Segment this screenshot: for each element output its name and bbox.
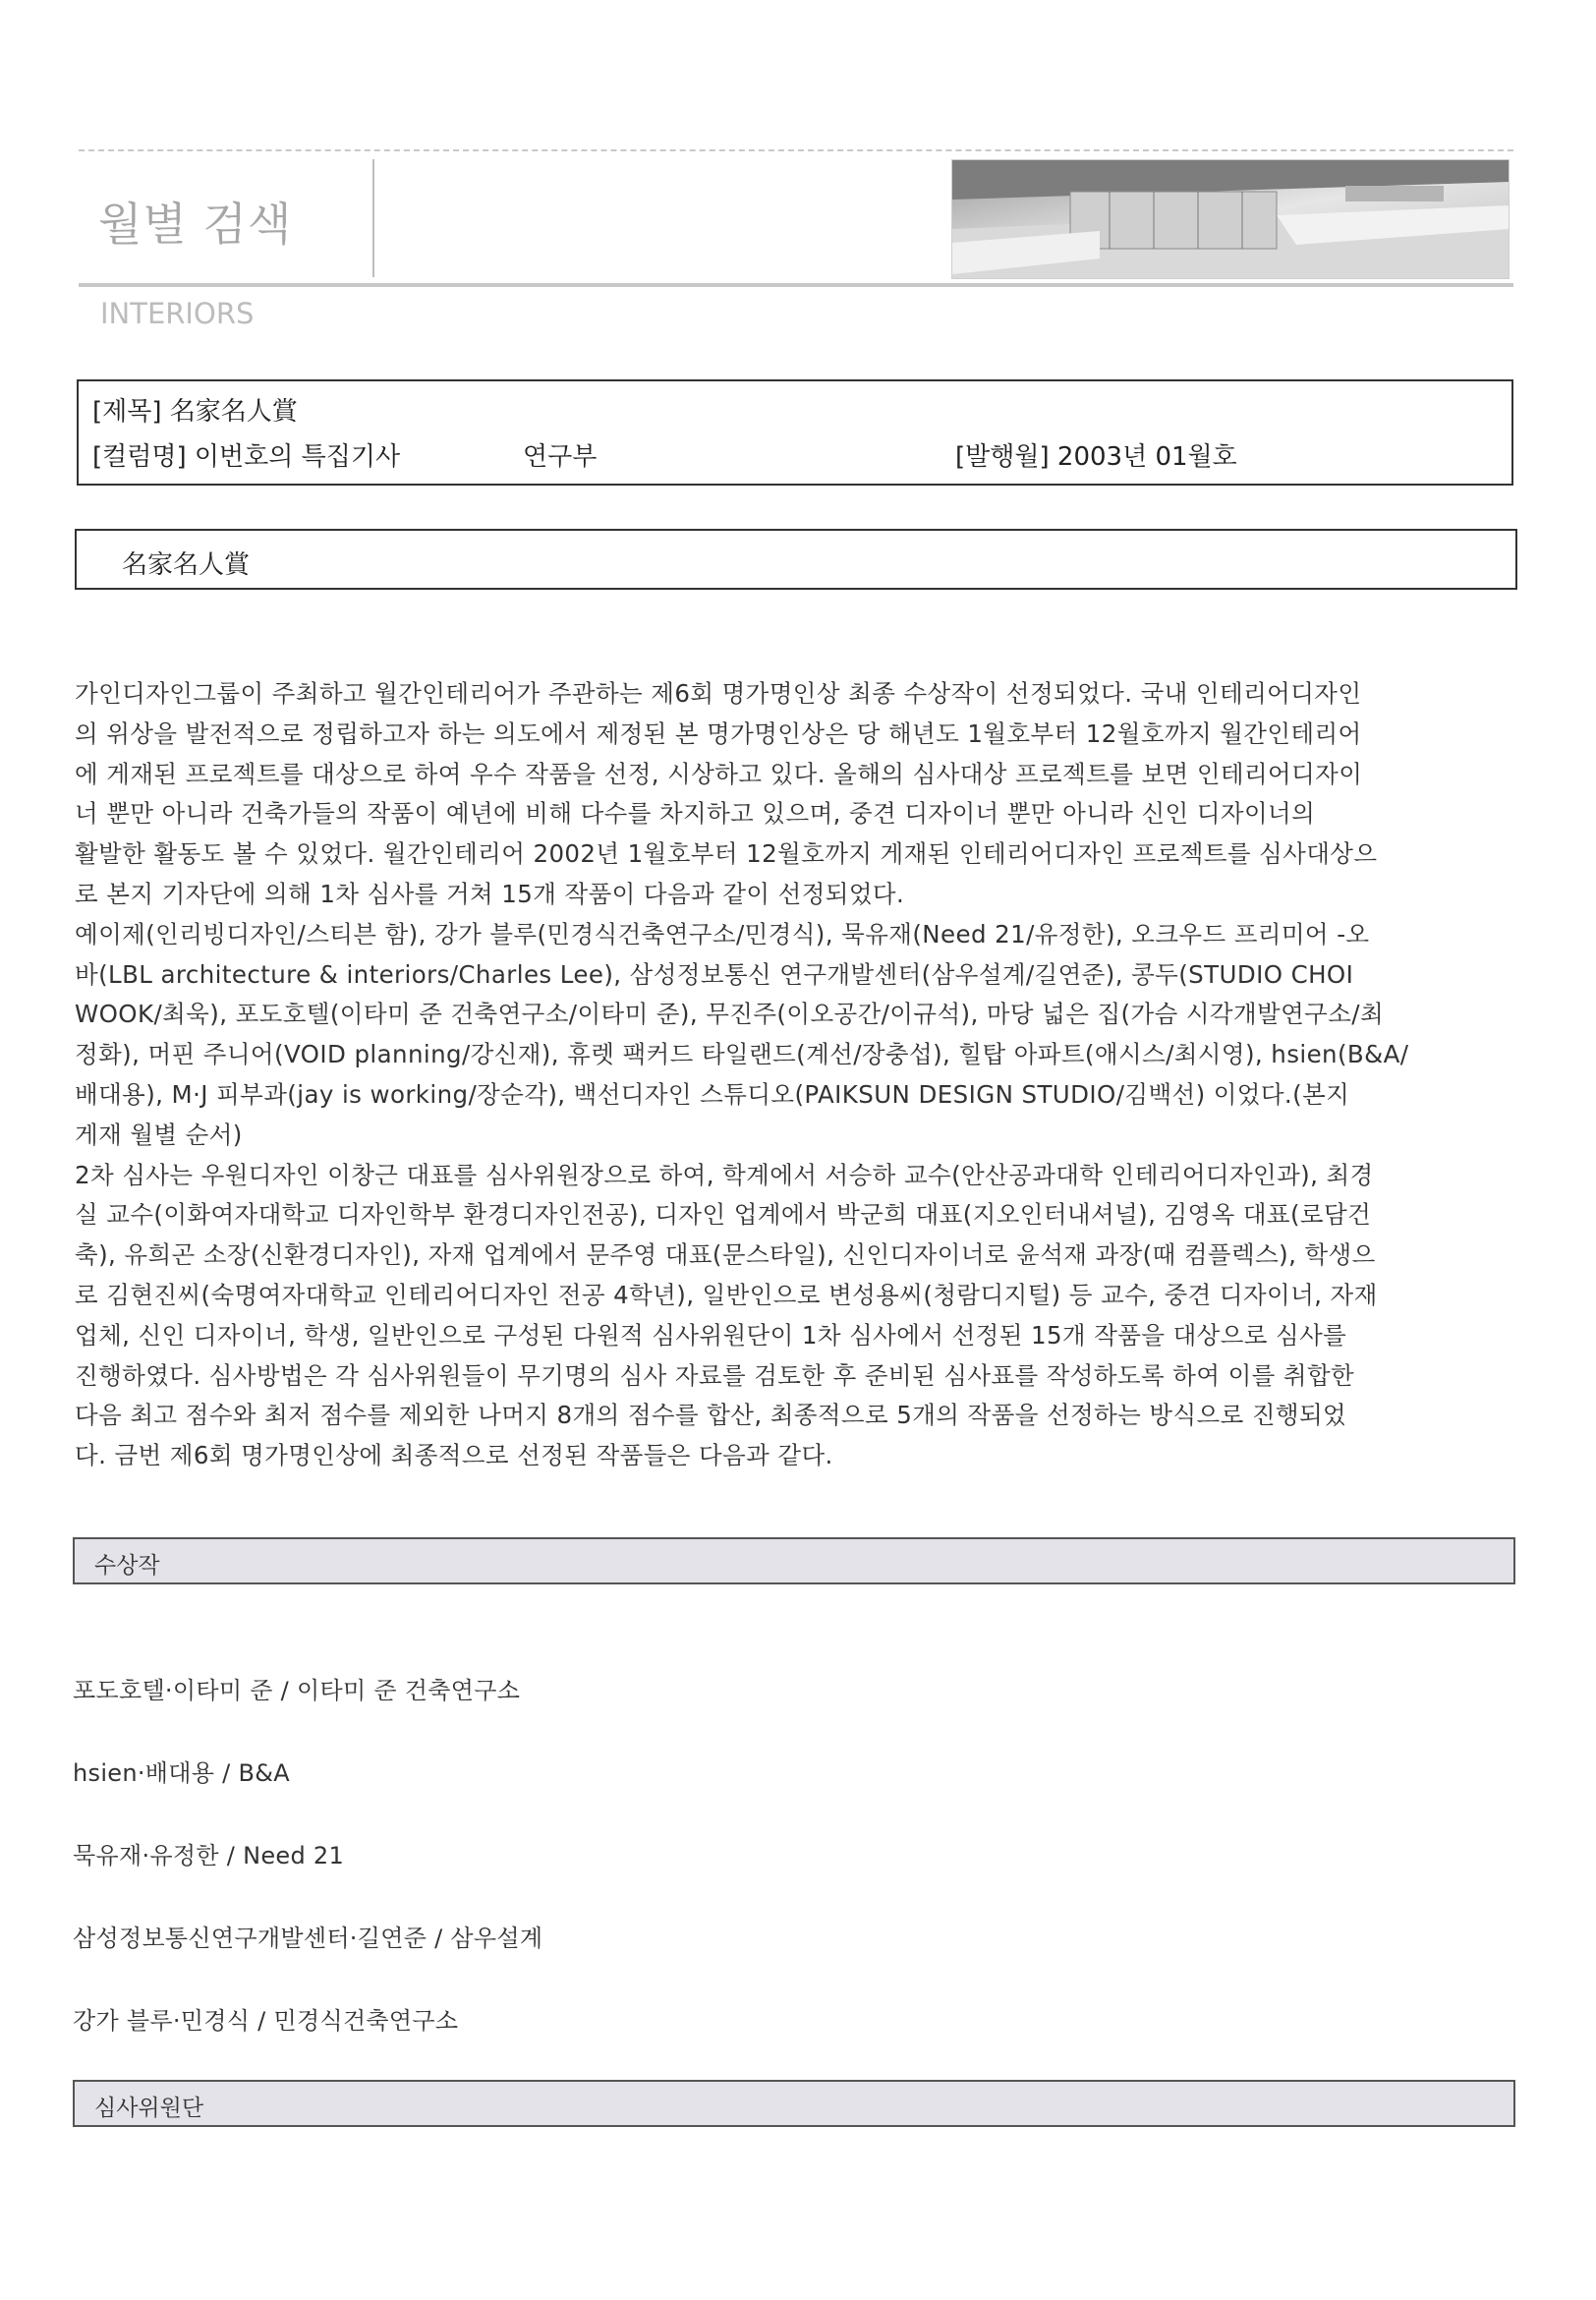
winner-item: 강가 블루·민경식 / 민경식건축연구소 — [73, 2007, 459, 2035]
article-body — [75, 674, 1519, 1476]
header-rule — [79, 283, 1513, 287]
page-title: 월별 검색 — [98, 198, 293, 251]
jury-section-title: 심사위원단 — [94, 2096, 204, 2121]
title-divider — [372, 159, 374, 277]
body-line: 로 본지 기자단에 의해 1차 심사를 거쳐 15개 작품이 다음과 같이 선정되었다. — [75, 879, 905, 908]
body-line: 실 교수(이화여자대학교 디자인학부 환경디자인전공), 디자인 업계에서 박군희 대표(지오인터내셔널), 김영옥 대표(로담건 — [75, 1200, 1372, 1230]
article-heading-box — [75, 529, 1517, 590]
body-line: 배대용), M·J 피부과(jay is working/장순각), 백선디자인 스튜디오(PAIKSUN DESIGN STUDIO/김백선) 이었다.(본지 — [75, 1079, 1350, 1109]
body-line: 다. 금번 제6회 명가명인상에 최종적으로 선정된 작품들은 다음과 같다. — [75, 1441, 833, 1470]
body-line: 가인디자인그룹이 주최하고 월간인테리어가 주관하는 제6회 명가명인상 최종 수상작이 선정되었다. 국내 인테리어디자인 — [75, 679, 1362, 708]
article-heading: 名家名人賞 — [122, 550, 251, 580]
body-line: 에 게재된 프로젝트를 대상으로 하여 우수 작품을 선정, 시상하고 있다. 올해의 심사대상 프로젝트를 보면 인테리어디자이 — [75, 759, 1363, 788]
header-dashed-rule — [79, 149, 1513, 151]
awards-section-bar — [73, 1537, 1515, 1584]
body-line: 정화), 머핀 주니어(VOID planning/강신재), 휴렛 팩커드 타일랜드(계선/장충섭), 힐탑 아파트(애시스/최시영), hsien(B&A/ — [75, 1040, 1409, 1069]
body-line: 다음 최고 점수와 최저 점수를 제외한 나머지 8개의 점수를 합산, 최종적으로 5개의 작품을 선정하는 방식으로 진행되었 — [75, 1401, 1347, 1430]
body-line: 예이제(인리빙디자인/스티븐 함), 강가 블루(민경식건축연구소/민경식), 묵유재(Need 21/유정한), 오크우드 프리미어 -오 — [75, 919, 1370, 949]
body-line: 축), 유희곤 소장(신환경디자인), 자재 업계에서 문주영 대표(문스타일), 신인디자이너로 윤석재 과장(때 컴플렉스), 학생으 — [75, 1240, 1376, 1270]
interior-photo-illustration — [952, 160, 1509, 278]
body-line: 2차 심사는 우원디자인 이창근 대표를 심사위원장으로 하여, 학계에서 서승하 교수(안산공과대학 인테리어디자인과), 최경 — [75, 1160, 1374, 1189]
body-line: 바(LBL architecture & interiors/Charles Lee), 삼성정보통신 연구개발센터(삼우설계/길연준), 콩두(STUDIO CHOI — [75, 959, 1354, 989]
winner-item: hsien·배대용 / B&A — [73, 1759, 290, 1787]
body-line: 진행하였다. 심사방법은 각 심사위원들이 무기명의 심사 자료를 검토한 후 준비된 심사표를 작성하도록 하여 이를 취합한 — [75, 1360, 1355, 1390]
article-info-box — [77, 379, 1513, 486]
awards-section-title: 수상작 — [94, 1553, 160, 1579]
body-line: 게재 월별 순서) — [75, 1120, 243, 1149]
body-line: WOOK/최욱), 포도호텔(이타미 준 건축연구소/이타미 준), 무진주(이오공간/이규석), 마당 넓은 집(가슴 시각개발연구소/최 — [75, 1000, 1385, 1029]
body-line: 로 김현진씨(숙명여자대학교 인테리어디자인 전공 4학년), 일반인으로 변성용씨(청람디지털) 등 교수, 중견 디자이너, 자재 — [75, 1280, 1378, 1309]
issue-date-label: [발행월] 2003년 01월호 — [955, 442, 1237, 472]
body-line: 의 위상을 발전적으로 정립하고자 하는 의도에서 제정된 본 명가명인상은 당 해년도 1월호부터 12월호까지 월간인테리어 — [75, 719, 1362, 748]
body-line: 업체, 신인 디자이너, 학생, 일반인으로 구성된 다원적 심사위원단이 1차 심사에서 선정된 15개 작품을 대상으로 심사를 — [75, 1320, 1347, 1350]
article-title-label: [제목] 名家名人賞 — [92, 397, 298, 427]
body-line: 활발한 활동도 볼 수 있었다. 월간인테리어 2002년 1월호부터 12월호까지 게재된 인테리어디자인 프로젝트를 심사대상으 — [75, 839, 1378, 869]
winner-item: 묵유재·유정한 / Need 21 — [73, 1842, 345, 1869]
winner-item: 삼성정보통신연구개발센터·길연준 / 삼우설계 — [73, 1925, 543, 1952]
winner-item: 포도호텔·이타미 준 / 이타미 준 건축연구소 — [73, 1677, 521, 1704]
jury-section-bar — [73, 2080, 1515, 2127]
column-name-label: [컬럼명] 이번호의 특집기사 — [92, 442, 401, 472]
section-subtitle: INTERIORS — [100, 297, 255, 330]
header-interior-photo — [951, 159, 1510, 279]
column-author: 연구부 — [523, 442, 598, 472]
body-line: 너 뿐만 아니라 건축가들의 작품이 예년에 비해 다수를 차지하고 있으며, 중견 디자이너 뿐만 아니라 신인 디자이너의 — [75, 799, 1316, 829]
